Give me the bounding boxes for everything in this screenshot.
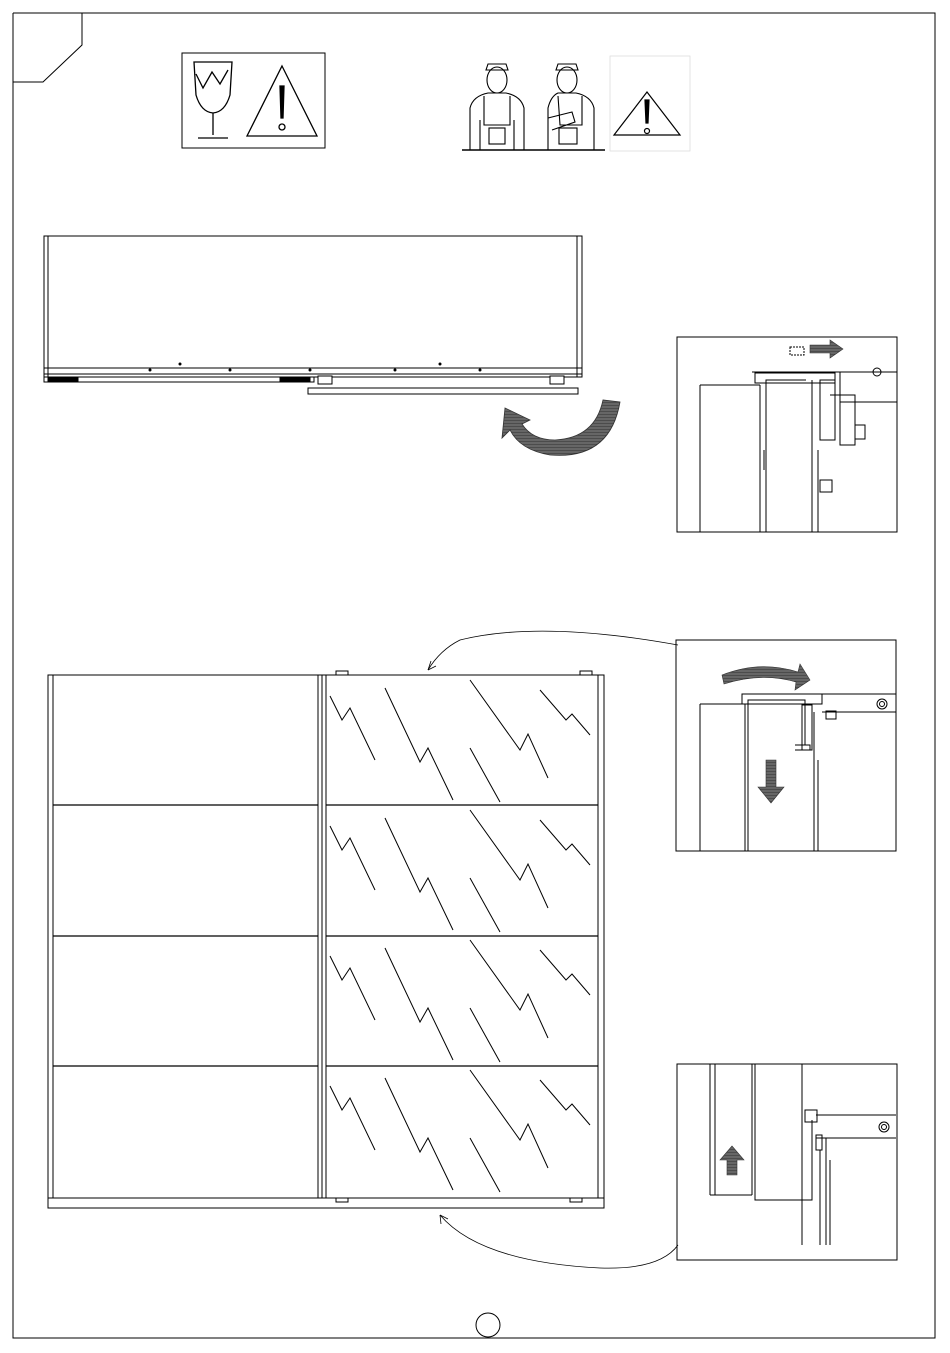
arrow-up-icon: [720, 1146, 744, 1175]
arrow-down-icon: [758, 760, 784, 803]
warning-triangle-icon: [610, 56, 690, 151]
fragile-warning-box: [182, 53, 325, 148]
two-person-assembly-icon: [462, 55, 605, 150]
wardrobe-top-view: [44, 236, 582, 394]
wardrobe-front-view: [48, 671, 604, 1208]
curved-rotate-arrow: [502, 400, 620, 455]
page-number: [476, 1313, 500, 1337]
connector-curve-bottom: [440, 1215, 678, 1268]
connector-curve-top: [428, 631, 678, 670]
detail-hinge-1: [677, 337, 897, 532]
arrow-right-icon: [810, 340, 843, 358]
detail-hinge-3: [677, 1064, 897, 1260]
curved-rotate-arrow: [722, 664, 810, 690]
